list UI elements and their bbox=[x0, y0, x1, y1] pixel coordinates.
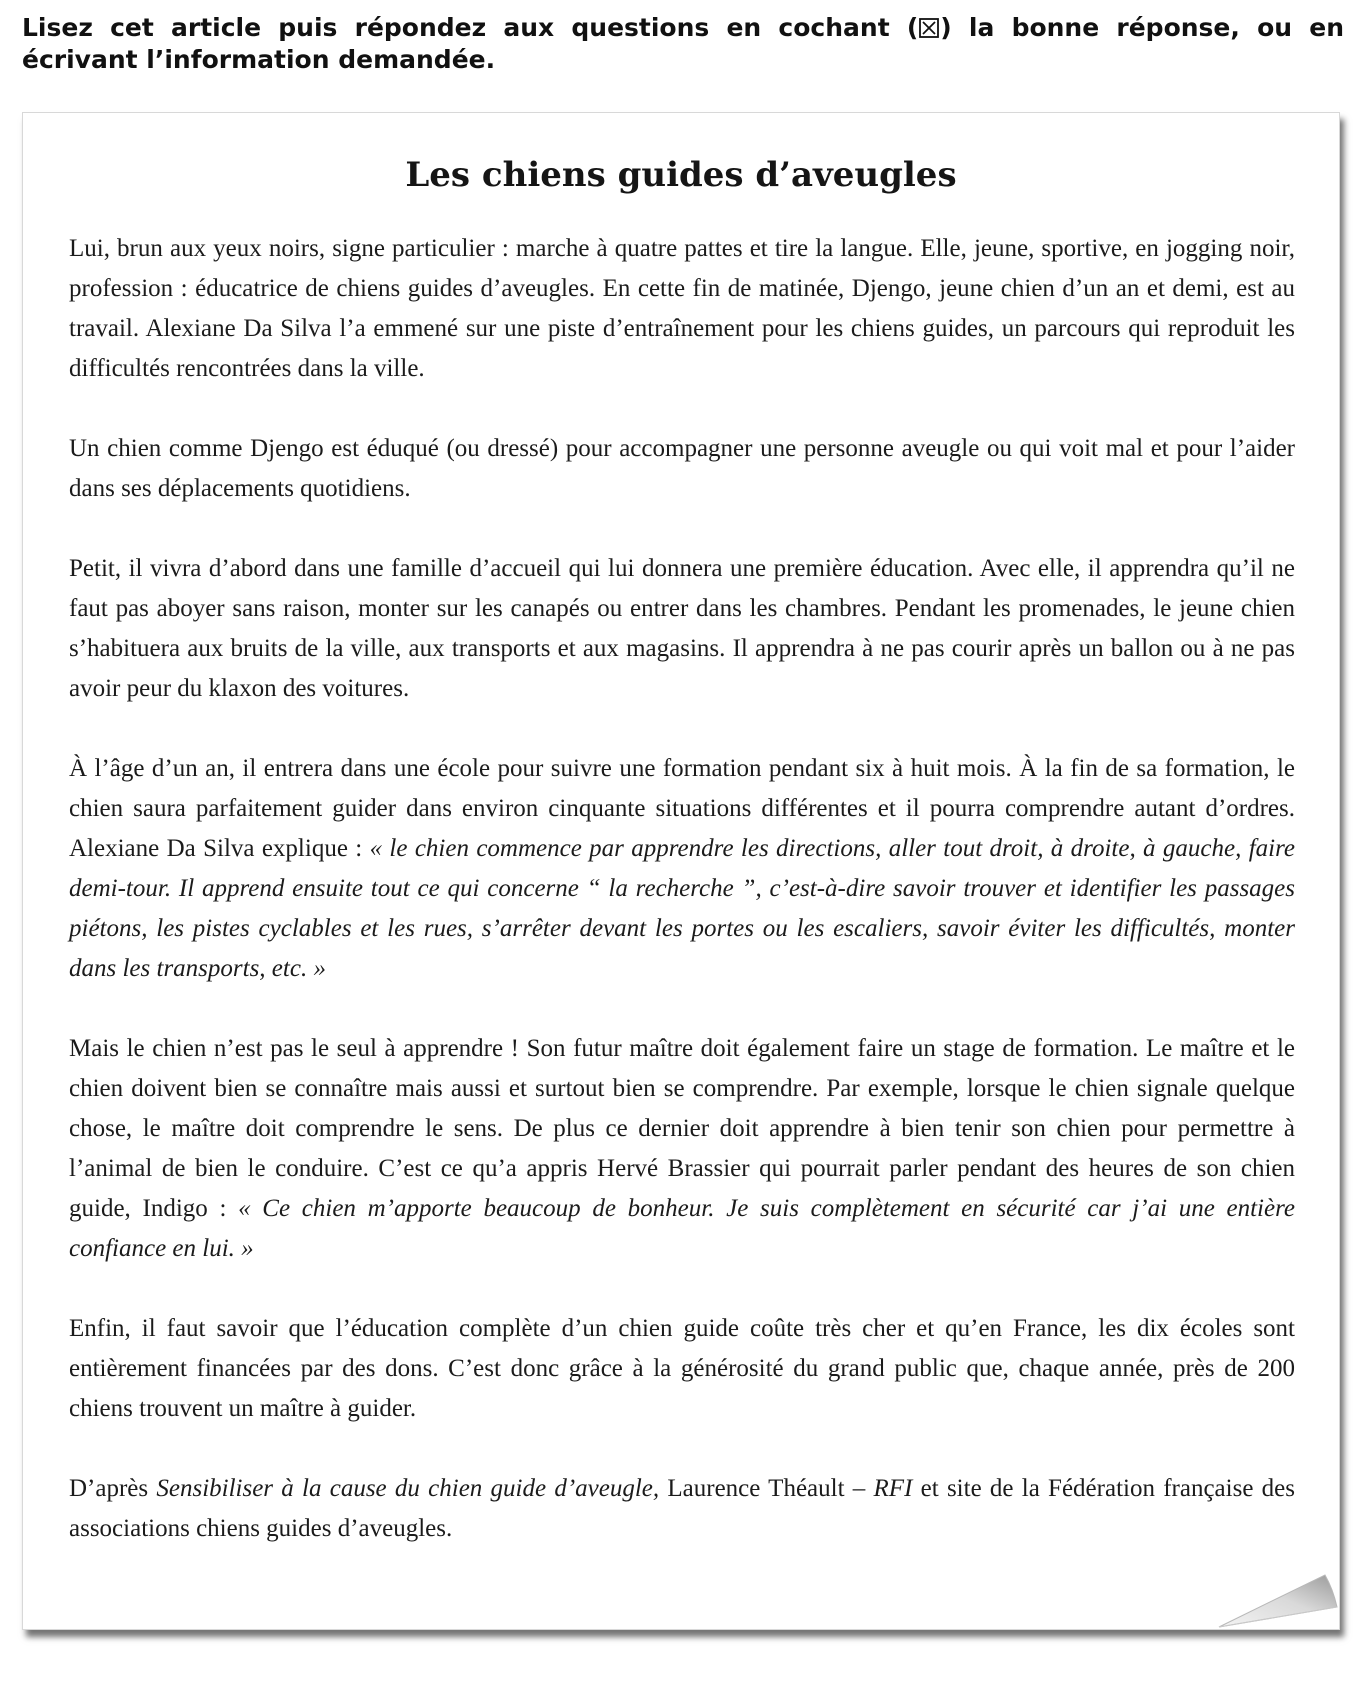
checked-box-icon bbox=[918, 17, 940, 39]
paragraph-3: Petit, il vivra d’abord dans une famille d’accueil qui lui donnera une première éducation. Avec elle, il apprendra qu’il ne faut pas aboyer sans raison, monter sur les canapés ou entrer dans les chambres. Pendant les promenades, le jeune chien s’habituera aux bruits de la ville, aux transports et aux magasins. Il apprendra à ne pas courir après un ballon ou à ne pas avoir peur du klaxon des voitures. bbox=[69, 555, 1295, 702]
article-body bbox=[69, 229, 1295, 1549]
paragraph-6: Enfin, il faut savoir que l’éducation complète d’un chien guide coûte très cher et qu’en France, les dix écoles sont entièrement financées par des dons. C’est donc grâce à la générosité du grand public que, chaque année, près de 200 chiens trouvent un maître à guider. bbox=[69, 1315, 1295, 1422]
source-suffix: et site de la Fédération française des associations chiens guides d’aveugles. bbox=[69, 1475, 1295, 1542]
source-citation bbox=[69, 1469, 1295, 1549]
paragraph-2: Un chien comme Djengo est éduqué (ou dressé) pour accompagner une personne aveugle ou qui voit mal et pour l’aider dans ses déplacements quotidiens. bbox=[69, 435, 1295, 502]
instruction-text bbox=[22, 12, 1344, 76]
paragraph-4-quote: « le chien commence par apprendre les directions, aller tout droit, à droite, à gauche, faire demi-tour. Il apprend ensuite tout ce qui concerne “ la recherche ”, c’est-à-dire savoir trouver et identifier les passages piétons, les pistes cyclables et les rues, s’arrêter devant les portes ou les escaliers, savoir éviter les difficultés, monter dans les transports, etc. » bbox=[69, 835, 1295, 982]
paragraph-5-text: Mais le chien n’est pas le seul à apprendre ! Son futur maître doit également faire un stage de formation. Le maître et le chien doivent bien se connaître mais aussi et surtout bien se comprendre. Par exemple, lorsque le chien signale quelque chose, le maître doit comprendre le sens. De plus ce dernier doit apprendre à bien tenir son chien pour permettre à l’animal de bien le conduire. C’est ce qu’a appris Hervé Brassier qui pourrait parler pendant des heures de son chien guide, Indigo : bbox=[69, 1035, 1295, 1222]
source-title: Sensibiliser à la cause du chien guide d’aveugle, bbox=[156, 1475, 660, 1502]
paragraph-5 bbox=[69, 1029, 1295, 1269]
article-title: Les chiens guides d’aveugles bbox=[405, 155, 957, 195]
article-card bbox=[22, 112, 1340, 1630]
paragraph-4-text: À l’âge d’un an, il entrera dans une école pour suivre une formation pendant six à huit mois. À la fin de sa formation, le chien saura parfaitement guider dans environ cinquante situations différentes et il pourra comprendre autant d’ordres. Alexiane Da Silva explique : bbox=[69, 755, 1295, 862]
paragraph-5-quote: « Ce chien m’apporte beaucoup de bonheur. Je suis complètement en sécurité car j’ai une entière confiance en lui. » bbox=[69, 1195, 1295, 1262]
instruction-after: ) la bonne réponse, ou en écrivant l’information demandée. bbox=[22, 13, 1345, 74]
instruction-before: Lisez cet article puis répondez aux questions en cochant ( bbox=[22, 13, 919, 42]
page-curl-icon bbox=[1199, 1549, 1339, 1629]
source-author: Laurence Théault – bbox=[659, 1475, 874, 1502]
paragraph-4 bbox=[69, 749, 1295, 989]
source-prefix: D’après bbox=[69, 1475, 157, 1502]
source-outlet: RFI bbox=[873, 1475, 913, 1502]
paragraph-1: Lui, brun aux yeux noirs, signe particulier : marche à quatre pattes et tire la langue. Elle, jeune, sportive, en jogging noir, profession : éducatrice de chiens guides d’aveugles. En cette fin de matinée, Djengo, jeune chien d’un an et demi, est au travail. Alexiane Da Silva l’a emmené sur une piste d’entraînement pour les chiens guides, un parcours qui reproduit les difficultés rencontrées dans la ville. bbox=[69, 235, 1295, 382]
